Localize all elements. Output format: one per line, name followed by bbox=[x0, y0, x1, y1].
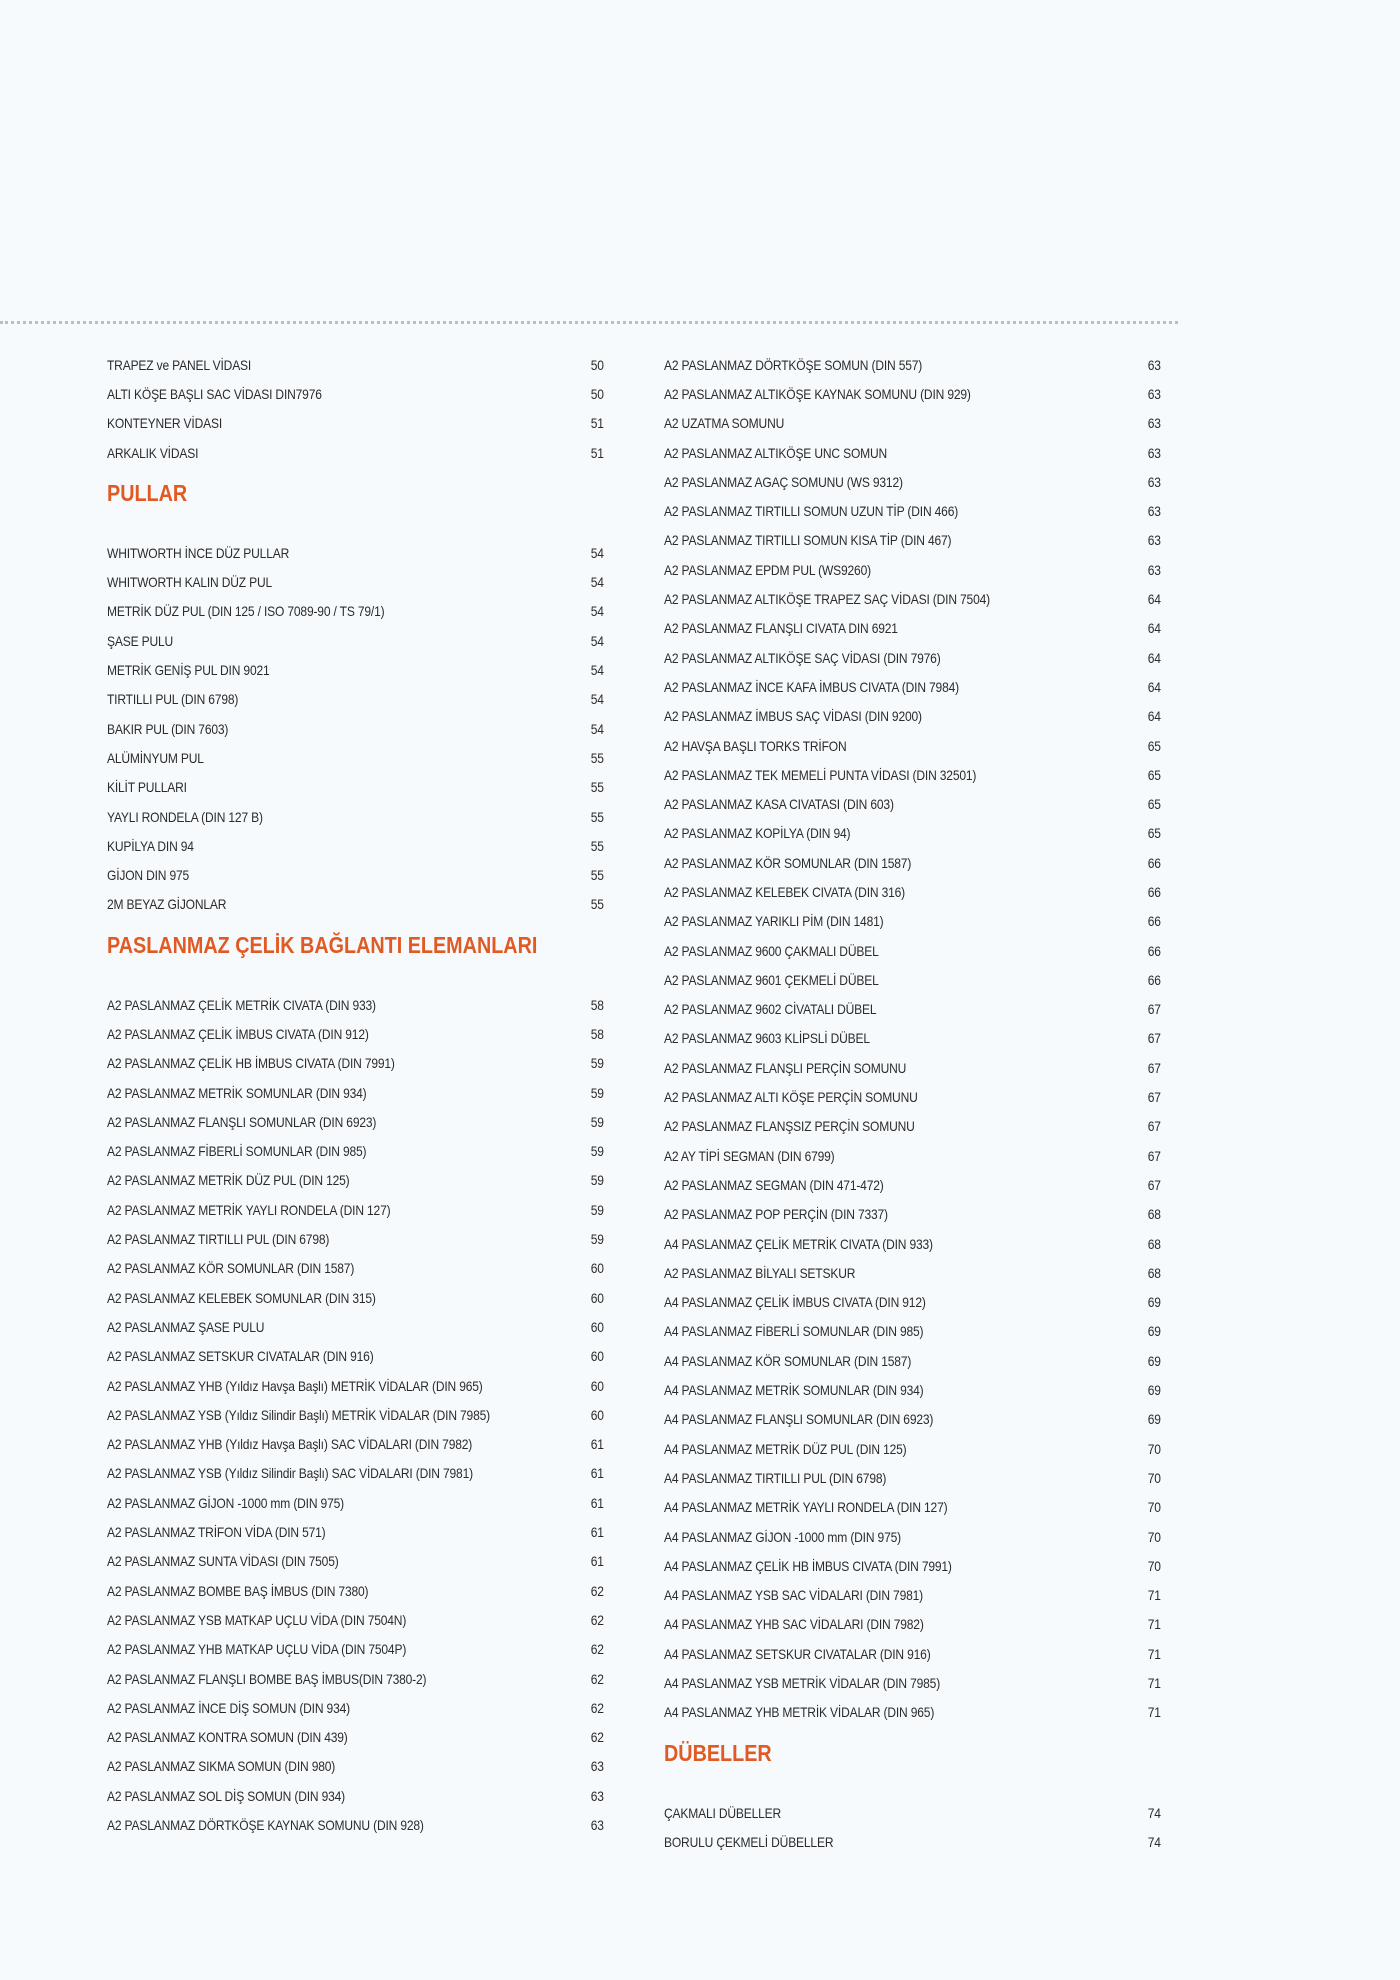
toc-list-paslanmaz-right bbox=[664, 350, 1162, 1727]
toc-entry[interactable] bbox=[664, 379, 1161, 408]
toc-entry-page-number: 67 bbox=[1147, 1059, 1161, 1076]
toc-entry-title: KONTEYNER VİDASI bbox=[107, 415, 222, 432]
toc-entry-title: A2 PASLANMAZ ALTI KÖŞE PERÇİN SOMUNU bbox=[664, 1089, 918, 1106]
toc-entry-title: A2 PASLANMAZ FLANŞLI CIVATA DIN 6921 bbox=[664, 620, 898, 637]
toc-entry-page-number: 63 bbox=[1147, 385, 1161, 402]
toc-entry[interactable] bbox=[664, 614, 1161, 643]
toc-entry-page-number: 63 bbox=[590, 1787, 604, 1804]
toc-entry[interactable] bbox=[664, 1112, 1161, 1141]
toc-entry-page-number: 69 bbox=[1147, 1352, 1161, 1369]
toc-entry-page-number: 59 bbox=[590, 1201, 604, 1218]
section-title-paslanmaz: PASLANMAZ ÇELİK BAĞLANTI ELEMANLARI bbox=[107, 932, 538, 959]
toc-entry-title: ALTI KÖŞE BAŞLI SAC VİDASI DIN7976 bbox=[107, 385, 322, 402]
toc-entry-page-number: 70 bbox=[1147, 1499, 1161, 1516]
toc-entry-title: A2 PASLANMAZ SEGMAN (DIN 471-472) bbox=[664, 1176, 884, 1193]
toc-entry[interactable] bbox=[664, 1798, 1161, 1827]
toc-entry[interactable] bbox=[664, 936, 1161, 965]
toc-entry[interactable] bbox=[107, 1517, 604, 1546]
toc-entry-page-number: 71 bbox=[1147, 1616, 1161, 1633]
toc-entry[interactable] bbox=[664, 438, 1161, 467]
toc-entry-title: YAYLI RONDELA (DIN 127 B) bbox=[107, 808, 263, 825]
toc-entry-title: A2 PASLANMAZ METRİK DÜZ PUL (DIN 125) bbox=[107, 1172, 350, 1189]
toc-entry-page-number: 59 bbox=[590, 1143, 604, 1160]
toc-entry[interactable] bbox=[664, 1434, 1161, 1463]
toc-entry[interactable] bbox=[664, 1405, 1161, 1434]
toc-entry[interactable] bbox=[664, 731, 1161, 760]
toc-entry[interactable] bbox=[664, 1827, 1161, 1856]
toc-entry-title: A2 PASLANMAZ 9600 ÇAKMALI DÜBEL bbox=[664, 942, 879, 959]
toc-entry-page-number: 54 bbox=[590, 720, 604, 737]
toc-entry-title: A2 PASLANMAZ ÇELİK HB İMBUS CIVATA (DIN 7991) bbox=[107, 1055, 395, 1072]
toc-entry-page-number: 71 bbox=[1147, 1645, 1161, 1662]
toc-entry[interactable] bbox=[107, 1576, 604, 1605]
toc-entry[interactable] bbox=[107, 1781, 604, 1810]
toc-entry-title: A2 PASLANMAZ SIKMA SOMUN (DIN 980) bbox=[107, 1758, 336, 1775]
toc-entry-page-number: 70 bbox=[1147, 1440, 1161, 1457]
toc-entry[interactable] bbox=[664, 1639, 1161, 1668]
toc-entry-page-number: 62 bbox=[590, 1582, 604, 1599]
toc-entry-page-number: 62 bbox=[590, 1729, 604, 1746]
toc-entry-title: A2 PASLANMAZ GİJON -1000 mm (DIN 975) bbox=[107, 1494, 344, 1511]
toc-entry-title: A2 UZATMA SOMUNU bbox=[664, 415, 785, 432]
toc-entry[interactable] bbox=[107, 1107, 604, 1136]
toc-entry[interactable] bbox=[664, 1141, 1161, 1170]
toc-entry[interactable] bbox=[107, 1254, 604, 1283]
toc-entry[interactable] bbox=[664, 1551, 1161, 1580]
toc-entry-page-number: 60 bbox=[590, 1406, 604, 1423]
toc-entry[interactable] bbox=[107, 438, 604, 467]
toc-entry-title: A4 PASLANMAZ METRİK SOMUNLAR (DIN 934) bbox=[664, 1382, 924, 1399]
toc-entry[interactable] bbox=[664, 760, 1161, 789]
toc-entry[interactable] bbox=[107, 1166, 604, 1195]
toc-entry-page-number: 71 bbox=[1147, 1704, 1161, 1721]
toc-entry-title: A2 PASLANMAZ ALTIKÖŞE TRAPEZ SAÇ VİDASI (DIN 7504) bbox=[664, 591, 990, 608]
toc-entry-title: A4 PASLANMAZ ÇELİK METRİK CIVATA (DIN 933) bbox=[664, 1235, 933, 1252]
toc-entry-page-number: 64 bbox=[1147, 649, 1161, 666]
toc-entry-title: A2 PASLANMAZ ÇELİK METRİK CIVATA (DIN 933) bbox=[107, 996, 376, 1013]
toc-entry-page-number: 59 bbox=[590, 1113, 604, 1130]
toc-entry-title: WHITWORTH İNCE DÜZ PULLAR bbox=[107, 544, 290, 561]
toc-entry-title: GİJON DIN 975 bbox=[107, 867, 190, 884]
toc-entry-title: A2 PASLANMAZ AGAÇ SOMUNU (WS 9312) bbox=[664, 473, 903, 490]
toc-entry[interactable] bbox=[107, 379, 604, 408]
toc-entry-page-number: 67 bbox=[1147, 1030, 1161, 1047]
toc-entry-page-number: 65 bbox=[1147, 766, 1161, 783]
toc-entry-title: A4 PASLANMAZ FİBERLİ SOMUNLAR (DIN 985) bbox=[664, 1323, 924, 1340]
toc-entry-title: BORULU ÇEKMELİ DÜBELLER bbox=[664, 1833, 834, 1850]
toc-entry-title: ÇAKMALI DÜBELLER bbox=[664, 1804, 782, 1821]
toc-entry[interactable] bbox=[664, 819, 1161, 848]
toc-entry-title: A4 PASLANMAZ GİJON -1000 mm (DIN 975) bbox=[664, 1528, 901, 1545]
toc-entry-page-number: 51 bbox=[590, 444, 604, 461]
toc-entry[interactable] bbox=[107, 350, 604, 379]
toc-entry[interactable] bbox=[664, 1258, 1161, 1287]
toc-entry-title: A2 PASLANMAZ YSB (Yıldız Silindir Başlı) SAC VİDALARI (DIN 7981) bbox=[107, 1465, 473, 1482]
toc-entry-title: A2 PASLANMAZ ÇELİK İMBUS CIVATA (DIN 912) bbox=[107, 1025, 369, 1042]
toc-entry-title: A2 PASLANMAZ YSB MATKAP UÇLU VİDA (DIN 7504N) bbox=[107, 1611, 407, 1628]
toc-entry-page-number: 63 bbox=[590, 1758, 604, 1775]
toc-entry[interactable] bbox=[107, 1430, 604, 1459]
toc-entry-title: A2 PASLANMAZ FLANŞLI PERÇİN SOMUNU bbox=[664, 1059, 907, 1076]
toc-entry-page-number: 59 bbox=[590, 1055, 604, 1072]
section-title-dubeller: DÜBELLER bbox=[664, 1739, 772, 1766]
toc-entry[interactable] bbox=[107, 597, 604, 626]
toc-entry[interactable] bbox=[664, 1346, 1161, 1375]
toc-entry-title: 2M BEYAZ GİJONLAR bbox=[107, 896, 227, 913]
toc-entry[interactable] bbox=[107, 1752, 604, 1781]
toc-entry-page-number: 55 bbox=[590, 896, 604, 913]
toc-entry[interactable] bbox=[107, 1342, 604, 1371]
toc-entry-page-number: 64 bbox=[1147, 708, 1161, 725]
toc-entry[interactable] bbox=[107, 1312, 604, 1341]
toc-entry-page-number: 69 bbox=[1147, 1323, 1161, 1340]
toc-entry-title: A4 PASLANMAZ METRİK DÜZ PUL (DIN 125) bbox=[664, 1440, 907, 1457]
toc-entry[interactable] bbox=[107, 1283, 604, 1312]
toc-entry-title: A2 PASLANMAZ FLANŞLI BOMBE BAŞ İMBUS(DIN 7380-2) bbox=[107, 1670, 427, 1687]
toc-entry-title: A2 PASLANMAZ FLANŞLI SOMUNLAR (DIN 6923) bbox=[107, 1113, 377, 1130]
toc-entry-page-number: 61 bbox=[590, 1524, 604, 1541]
toc-entry-title: TIRTILLI PUL (DIN 6798) bbox=[107, 691, 239, 708]
toc-entry-page-number: 67 bbox=[1147, 1118, 1161, 1135]
toc-entry[interactable] bbox=[664, 1493, 1161, 1522]
toc-entry-page-number: 63 bbox=[1147, 473, 1161, 490]
toc-entry[interactable] bbox=[107, 538, 604, 567]
toc-entry[interactable] bbox=[107, 1693, 604, 1722]
toc-entry[interactable] bbox=[664, 877, 1161, 906]
toc-entry[interactable] bbox=[664, 643, 1161, 672]
toc-entry-page-number: 60 bbox=[590, 1377, 604, 1394]
toc-entry[interactable] bbox=[664, 1170, 1161, 1199]
toc-entry-page-number: 60 bbox=[590, 1348, 604, 1365]
toc-entry-page-number: 69 bbox=[1147, 1294, 1161, 1311]
toc-entry[interactable] bbox=[107, 831, 604, 860]
toc-entry[interactable] bbox=[107, 1049, 604, 1078]
toc-entry[interactable] bbox=[664, 1698, 1161, 1727]
toc-entry-title: ŞASE PULU bbox=[107, 632, 174, 649]
toc-entry[interactable] bbox=[107, 860, 604, 889]
toc-entry-page-number: 54 bbox=[590, 632, 604, 649]
toc-entry-title: A4 PASLANMAZ TIRTILLI PUL (DIN 6798) bbox=[664, 1469, 887, 1486]
toc-entry-page-number: 54 bbox=[590, 603, 604, 620]
toc-entry[interactable] bbox=[664, 409, 1161, 438]
toc-entry[interactable] bbox=[664, 350, 1161, 379]
toc-entry[interactable] bbox=[664, 467, 1161, 496]
toc-entry-page-number: 60 bbox=[590, 1289, 604, 1306]
toc-entry-page-number: 64 bbox=[1147, 591, 1161, 608]
toc-entry-page-number: 50 bbox=[590, 385, 604, 402]
toc-entry-title: A4 PASLANMAZ METRİK YAYLI RONDELA (DIN 127) bbox=[664, 1499, 948, 1516]
toc-right-column bbox=[664, 350, 1162, 1857]
toc-entry-title: A2 PASLANMAZ 9602 CİVATALI DÜBEL bbox=[664, 1001, 877, 1018]
toc-entry-page-number: 58 bbox=[590, 996, 604, 1013]
toc-entry-title: A2 PASLANMAZ YHB (Yıldız Havşa Başlı) METRİK VİDALAR (DIN 965) bbox=[107, 1377, 483, 1394]
toc-entry-page-number: 62 bbox=[590, 1611, 604, 1628]
toc-entry[interactable] bbox=[664, 1229, 1161, 1258]
toc-entry-page-number: 70 bbox=[1147, 1557, 1161, 1574]
toc-entry[interactable] bbox=[664, 702, 1161, 731]
toc-entry[interactable] bbox=[664, 496, 1161, 525]
toc-entry-page-number: 62 bbox=[590, 1641, 604, 1658]
toc-entry[interactable] bbox=[107, 1078, 604, 1107]
toc-entry-page-number: 66 bbox=[1147, 942, 1161, 959]
toc-entry-title: A2 PASLANMAZ YSB (Yıldız Silindir Başlı) METRİK VİDALAR (DIN 7985) bbox=[107, 1406, 490, 1423]
toc-entry-title: TRAPEZ ve PANEL VİDASI bbox=[107, 356, 252, 373]
toc-entry-title: A2 PASLANMAZ FLANŞSIZ PERÇİN SOMUNU bbox=[664, 1118, 915, 1135]
toc-entry[interactable] bbox=[107, 1137, 604, 1166]
toc-entry[interactable] bbox=[664, 848, 1161, 877]
toc-entry-title: A2 PASLANMAZ KONTRA SOMUN (DIN 439) bbox=[107, 1729, 348, 1746]
toc-entry-page-number: 59 bbox=[590, 1084, 604, 1101]
toc-entry-title: A2 PASLANMAZ KÖR SOMUNLAR (DIN 1587) bbox=[664, 854, 912, 871]
toc-entry[interactable] bbox=[664, 965, 1161, 994]
toc-entry-title: A2 PASLANMAZ METRİK YAYLI RONDELA (DIN 127) bbox=[107, 1201, 391, 1218]
toc-entry[interactable] bbox=[107, 1810, 604, 1839]
toc-entry[interactable] bbox=[107, 743, 604, 772]
toc-entry-title: A2 PASLANMAZ EPDM PUL (WS9260) bbox=[664, 561, 871, 578]
toc-entry-title: A2 PASLANMAZ KASA CIVATASI (DIN 603) bbox=[664, 796, 894, 813]
toc-entry-page-number: 63 bbox=[1147, 532, 1161, 549]
toc-entry[interactable] bbox=[664, 1082, 1161, 1111]
toc-entry-title: BAKIR PUL (DIN 7603) bbox=[107, 720, 229, 737]
toc-entry-title: A2 PASLANMAZ BOMBE BAŞ İMBUS (DIN 7380) bbox=[107, 1582, 369, 1599]
toc-entry-page-number: 64 bbox=[1147, 678, 1161, 695]
toc-entry-page-number: 60 bbox=[590, 1260, 604, 1277]
toc-entry-title: A4 PASLANMAZ YSB METRİK VİDALAR (DIN 7985) bbox=[664, 1675, 941, 1691]
toc-entry[interactable] bbox=[107, 1664, 604, 1693]
toc-entry-page-number: 61 bbox=[590, 1465, 604, 1482]
toc-entry-title: A2 PASLANMAZ KELEBEK CIVATA (DIN 316) bbox=[664, 883, 905, 900]
toc-entry[interactable] bbox=[664, 526, 1161, 555]
toc-entry-page-number: 66 bbox=[1147, 971, 1161, 988]
toc-entry[interactable] bbox=[107, 1547, 604, 1576]
toc-entry-title: METRİK GENİŞ PUL DIN 9021 bbox=[107, 662, 270, 679]
toc-entry-page-number: 58 bbox=[590, 1025, 604, 1042]
toc-entry-title: A2 PASLANMAZ YHB MATKAP UÇLU VİDA (DIN 7504P) bbox=[107, 1641, 407, 1658]
toc-entry-page-number: 60 bbox=[590, 1318, 604, 1335]
toc-entry-title: A2 PASLANMAZ 9603 KLİPSLİ DÜBEL bbox=[664, 1030, 870, 1047]
toc-entry[interactable] bbox=[664, 995, 1161, 1024]
toc-entry-title: A2 PASLANMAZ KOPİLYA (DIN 94) bbox=[664, 825, 851, 842]
toc-entry[interactable] bbox=[664, 1288, 1161, 1317]
toc-entry-page-number: 67 bbox=[1147, 1147, 1161, 1164]
toc-entry-page-number: 67 bbox=[1147, 1089, 1161, 1106]
toc-entry-page-number: 71 bbox=[1147, 1587, 1161, 1604]
toc-entry-title: A2 PASLANMAZ SOL DİŞ SOMUN (DIN 934) bbox=[107, 1787, 346, 1804]
toc-entry-title: A2 PASLANMAZ POP PERÇİN (DIN 7337) bbox=[664, 1206, 888, 1223]
toc-entry-title: A2 HAVŞA BAŞLI TORKS TRİFON bbox=[664, 737, 847, 754]
toc-entry-page-number: 68 bbox=[1147, 1206, 1161, 1223]
toc-entry-title: A4 PASLANMAZ ÇELİK İMBUS CIVATA (DIN 912) bbox=[664, 1294, 926, 1311]
toc-entry-title: A2 PASLANMAZ İNCE KAFA İMBUS CIVATA (DIN 7984) bbox=[664, 678, 959, 695]
toc-entry-title: KUPİLYA DIN 94 bbox=[107, 837, 194, 854]
toc-entry-page-number: 59 bbox=[590, 1231, 604, 1248]
toc-entry[interactable] bbox=[107, 773, 604, 802]
toc-entry-title: A2 PASLANMAZ DÖRTKÖŞE SOMUN (DIN 557) bbox=[664, 356, 923, 373]
toc-entry-title: A2 PASLANMAZ SUNTA VİDASI (DIN 7505) bbox=[107, 1553, 339, 1570]
toc-entry-page-number: 55 bbox=[590, 867, 604, 884]
toc-entry[interactable] bbox=[664, 1668, 1161, 1697]
toc-entry-page-number: 62 bbox=[590, 1699, 604, 1716]
toc-entry-page-number: 63 bbox=[590, 1817, 604, 1833]
toc-entry-page-number: 63 bbox=[1147, 415, 1161, 432]
toc-entry-title: A2 PASLANMAZ KELEBEK SOMUNLAR (DIN 315) bbox=[107, 1289, 376, 1306]
toc-entry[interactable] bbox=[664, 1317, 1161, 1346]
toc-entry-title: ALÜMİNYUM PUL bbox=[107, 749, 204, 766]
toc-entry-page-number: 50 bbox=[590, 356, 604, 373]
toc-entry[interactable] bbox=[107, 1195, 604, 1224]
toc-entry[interactable] bbox=[107, 1371, 604, 1400]
toc-left-column bbox=[107, 350, 605, 1840]
toc-entry-page-number: 69 bbox=[1147, 1382, 1161, 1399]
toc-entry-page-number: 63 bbox=[1147, 356, 1161, 373]
toc-entry-title: A2 PASLANMAZ TIRTILLI PUL (DIN 6798) bbox=[107, 1231, 330, 1248]
toc-entry-page-number: 55 bbox=[590, 779, 604, 796]
toc-entry-page-number: 62 bbox=[590, 1670, 604, 1687]
toc-entry[interactable] bbox=[107, 1019, 604, 1048]
toc-entry[interactable] bbox=[664, 1610, 1161, 1639]
toc-entry[interactable] bbox=[664, 1200, 1161, 1229]
toc-entry-page-number: 63 bbox=[1147, 561, 1161, 578]
toc-entry-title: A2 PASLANMAZ YHB (Yıldız Havşa Başlı) SAC VİDALARI (DIN 7982) bbox=[107, 1436, 473, 1453]
toc-entry-page-number: 61 bbox=[590, 1494, 604, 1511]
toc-entry-page-number: 64 bbox=[1147, 620, 1161, 637]
toc-entry[interactable] bbox=[107, 567, 604, 596]
toc-entry-page-number: 54 bbox=[590, 662, 604, 679]
toc-entry-title: ARKALIK VİDASI bbox=[107, 444, 199, 461]
toc-entry[interactable] bbox=[107, 655, 604, 684]
toc-entry[interactable] bbox=[107, 1488, 604, 1517]
toc-entry-page-number: 54 bbox=[590, 544, 604, 561]
toc-entry[interactable] bbox=[107, 1635, 604, 1664]
toc-entry-title: A2 PASLANMAZ BİLYALI SETSKUR bbox=[664, 1264, 856, 1281]
toc-entry-page-number: 63 bbox=[1147, 503, 1161, 520]
toc-entry[interactable] bbox=[107, 1400, 604, 1429]
toc-entry-page-number: 67 bbox=[1147, 1176, 1161, 1193]
toc-entry-page-number: 63 bbox=[1147, 444, 1161, 461]
toc-entry[interactable] bbox=[664, 584, 1161, 613]
toc-entry-title: A4 PASLANMAZ ÇELİK HB İMBUS CIVATA (DIN 7991) bbox=[664, 1557, 952, 1574]
toc-entry[interactable] bbox=[664, 1463, 1161, 1492]
toc-entry-title: A2 PASLANMAZ İMBUS SAÇ VİDASI (DIN 9200) bbox=[664, 708, 922, 725]
toc-entry[interactable] bbox=[664, 789, 1161, 818]
toc-entry-page-number: 55 bbox=[590, 749, 604, 766]
toc-entry-page-number: 65 bbox=[1147, 737, 1161, 754]
toc-entry-page-number: 74 bbox=[1147, 1804, 1161, 1821]
toc-entry-page-number: 70 bbox=[1147, 1528, 1161, 1545]
toc-entry-title: A2 PASLANMAZ YARIKLI PİM (DIN 1481) bbox=[664, 913, 884, 930]
toc-entry-page-number: 66 bbox=[1147, 883, 1161, 900]
toc-entry-title: A2 PASLANMAZ TRİFON VİDA (DIN 571) bbox=[107, 1524, 326, 1541]
toc-entry[interactable] bbox=[664, 672, 1161, 701]
toc-entry-page-number: 59 bbox=[590, 1172, 604, 1189]
toc-entry-title: A2 PASLANMAZ ALTIKÖŞE SAÇ VİDASI (DIN 7976) bbox=[664, 649, 941, 666]
toc-entry-title: A2 PASLANMAZ SETSKUR CIVATALAR (DIN 916) bbox=[107, 1348, 374, 1365]
toc-entry-title: A2 PASLANMAZ 9601 ÇEKMELİ DÜBEL bbox=[664, 971, 879, 988]
toc-entry-title: A4 PASLANMAZ KÖR SOMUNLAR (DIN 1587) bbox=[664, 1352, 912, 1369]
toc-entry-page-number: 67 bbox=[1147, 1001, 1161, 1018]
toc-entry-page-number: 66 bbox=[1147, 854, 1161, 871]
toc-entry[interactable] bbox=[107, 890, 604, 919]
toc-entry-page-number: 74 bbox=[1147, 1833, 1161, 1850]
toc-entry[interactable] bbox=[107, 409, 604, 438]
toc-list-intro bbox=[107, 350, 605, 467]
toc-entry-page-number: 69 bbox=[1147, 1411, 1161, 1428]
toc-entry-title: A2 PASLANMAZ METRİK SOMUNLAR (DIN 934) bbox=[107, 1084, 367, 1101]
toc-entry-title: A2 PASLANMAZ KÖR SOMUNLAR (DIN 1587) bbox=[107, 1260, 355, 1277]
toc-entry-page-number: 54 bbox=[590, 691, 604, 708]
toc-entry-page-number: 65 bbox=[1147, 825, 1161, 842]
toc-entry[interactable] bbox=[664, 555, 1161, 584]
toc-entry-title: A2 PASLANMAZ TIRTILLI SOMUN UZUN TİP (DIN 466) bbox=[664, 503, 959, 520]
toc-entry-title: A4 PASLANMAZ YHB METRİK VİDALAR (DIN 965) bbox=[664, 1704, 935, 1721]
toc-entry-title: A4 PASLANMAZ SETSKUR CIVATALAR (DIN 916) bbox=[664, 1645, 931, 1662]
toc-entry-title: WHITWORTH KALIN DÜZ PUL bbox=[107, 574, 273, 591]
toc-list-dubeller bbox=[664, 1798, 1162, 1857]
toc-entry-page-number: 61 bbox=[590, 1553, 604, 1570]
toc-entry-page-number: 55 bbox=[590, 808, 604, 825]
toc-entry[interactable] bbox=[664, 1522, 1161, 1551]
toc-entry-title: A2 PASLANMAZ DÖRTKÖŞE KAYNAK SOMUNU (DIN 928) bbox=[107, 1817, 424, 1833]
section-title-pullar: PULLAR bbox=[107, 480, 188, 507]
toc-entry-page-number: 70 bbox=[1147, 1469, 1161, 1486]
toc-entry-page-number: 68 bbox=[1147, 1264, 1161, 1281]
toc-entry-page-number: 54 bbox=[590, 574, 604, 591]
toc-entry-page-number: 66 bbox=[1147, 913, 1161, 930]
toc-entry[interactable] bbox=[107, 685, 604, 714]
toc-entry-page-number: 65 bbox=[1147, 796, 1161, 813]
toc-entry-page-number: 51 bbox=[590, 415, 604, 432]
toc-entry-title: A4 PASLANMAZ YSB SAC VİDALARI (DIN 7981) bbox=[664, 1587, 923, 1604]
toc-entry-page-number: 61 bbox=[590, 1436, 604, 1453]
toc-entry[interactable] bbox=[664, 1375, 1161, 1404]
toc-list-pullar bbox=[107, 538, 605, 919]
toc-entry[interactable] bbox=[664, 1053, 1161, 1082]
toc-entry[interactable] bbox=[107, 1605, 604, 1634]
toc-entry-title: A2 PASLANMAZ İNCE DİŞ SOMUN (DIN 934) bbox=[107, 1699, 350, 1716]
toc-entry-title: A2 PASLANMAZ FİBERLİ SOMUNLAR (DIN 985) bbox=[107, 1143, 367, 1160]
toc-entry[interactable] bbox=[107, 990, 604, 1019]
toc-entry[interactable] bbox=[107, 1224, 604, 1253]
toc-entry[interactable] bbox=[107, 1722, 604, 1751]
toc-entry-title: A2 PASLANMAZ ALTIKÖŞE KAYNAK SOMUNU (DIN 929) bbox=[664, 385, 971, 402]
toc-entry-page-number: 55 bbox=[590, 837, 604, 854]
toc-entry-page-number: 68 bbox=[1147, 1235, 1161, 1252]
toc-entry-title: A2 PASLANMAZ ALTIKÖŞE UNC SOMUN bbox=[664, 444, 888, 461]
toc-entry[interactable] bbox=[107, 714, 604, 743]
toc-entry[interactable] bbox=[664, 907, 1161, 936]
toc-entry[interactable] bbox=[107, 802, 604, 831]
toc-entry-title: KİLİT PULLARI bbox=[107, 779, 187, 796]
toc-entry[interactable] bbox=[107, 626, 604, 655]
toc-entry-title: A4 PASLANMAZ FLANŞLI SOMUNLAR (DIN 6923) bbox=[664, 1411, 934, 1428]
toc-entry-title: A2 PASLANMAZ TIRTILLI SOMUN KISA TİP (DIN 467) bbox=[664, 532, 952, 549]
dotted-separator bbox=[0, 321, 1178, 324]
toc-entry-title: A2 AY TİPİ SEGMAN (DIN 6799) bbox=[664, 1147, 835, 1164]
toc-entry-title: A2 PASLANMAZ TEK MEMELİ PUNTA VİDASI (DIN 32501) bbox=[664, 766, 977, 783]
toc-entry-title: METRİK DÜZ PUL (DIN 125 / ISO 7089-90 / TS 79/1) bbox=[107, 603, 385, 620]
toc-entry[interactable] bbox=[664, 1024, 1161, 1053]
toc-entry[interactable] bbox=[107, 1459, 604, 1488]
toc-entry-title: A2 PASLANMAZ ŞASE PULU bbox=[107, 1318, 265, 1335]
toc-entry[interactable] bbox=[664, 1580, 1161, 1609]
toc-entry-page-number: 71 bbox=[1147, 1675, 1161, 1691]
toc-list-paslanmaz-left bbox=[107, 990, 605, 1840]
toc-entry-title: A4 PASLANMAZ YHB SAC VİDALARI (DIN 7982) bbox=[664, 1616, 924, 1633]
